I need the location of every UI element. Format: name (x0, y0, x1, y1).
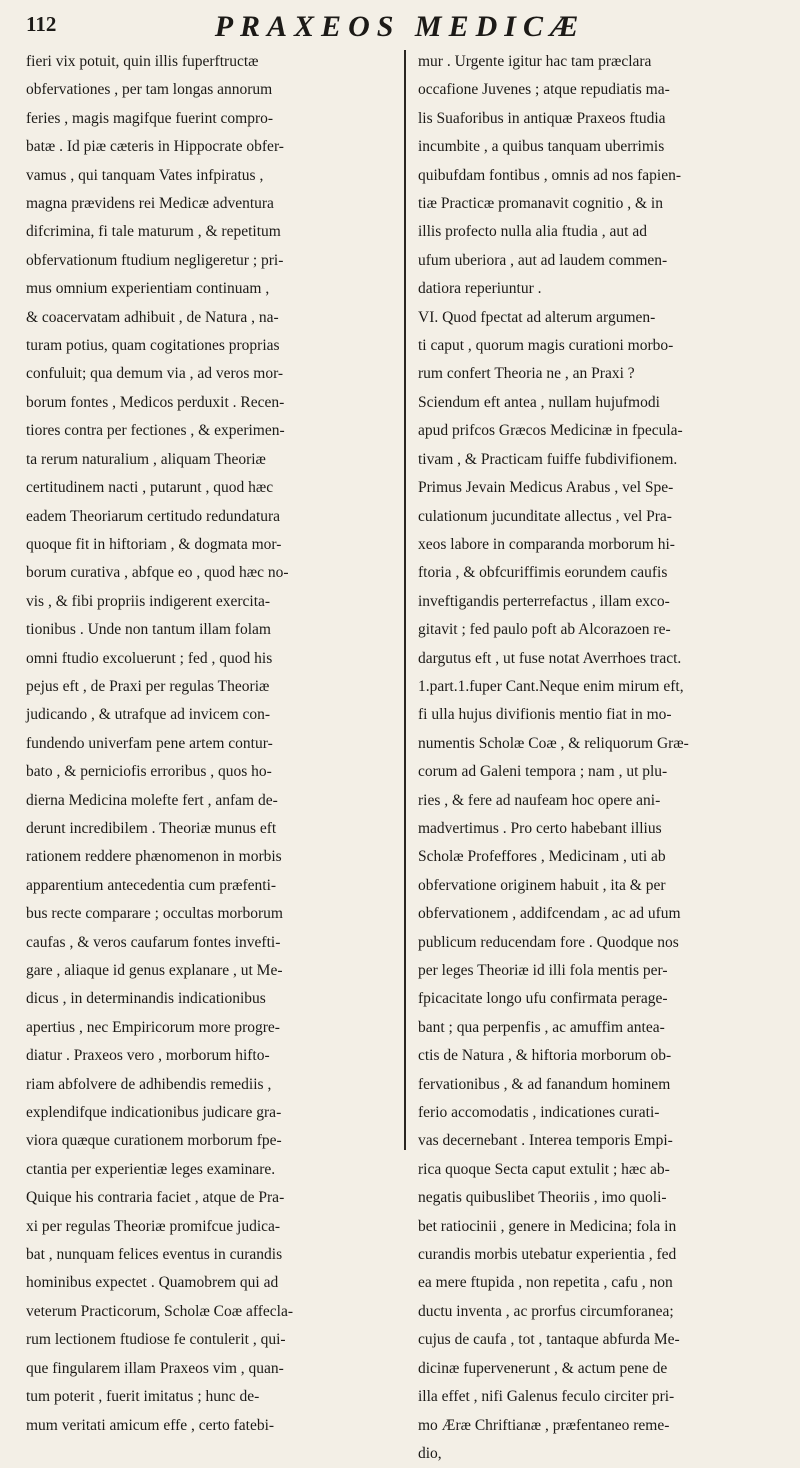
text-columns (26, 48, 778, 1462)
text-line: quibufdam fontibus , omnis ad nos fapien- (418, 166, 682, 184)
text-line: vis , & fibi propriis indigerent exercita- (26, 592, 271, 610)
text-line: ferio accomodatis , indicationes curati- (418, 1104, 660, 1122)
text-line: diatur . Praxeos vero , morborum hifto- (26, 1047, 270, 1065)
text-line: ti caput , quorum magis curationi morbo- (418, 337, 674, 355)
text-line: bus recte comparare ; occultas morborum (26, 905, 283, 923)
text-line: ftoria , & obfcuriffimis eorundem caufis (418, 564, 668, 582)
text-line: gare , aliaque id genus explanare , ut Me- (26, 962, 283, 979)
text-line: curandis morbis utebatur experientia , fed (418, 1246, 677, 1264)
text-line: vamus , qui tanquam Vates infpiratus , (26, 166, 264, 184)
text-line: feries , magis magifque fuerint compro- (26, 109, 274, 127)
text-line: ufum uberiora , aut ad laudem commen- (418, 251, 668, 269)
text-line: culationum jucunditate allectus , vel Pra- (418, 507, 672, 525)
text-line: fervationibus , & ad fanandum hominem (418, 1075, 671, 1093)
text-line: obfervationem , addifcendam , ac ad ufum (418, 905, 681, 923)
text-line: difcrimina, fi tale maturum , & repetitum (26, 223, 281, 241)
text-line: bant ; qua perpenfis , ac amuffim antea- (418, 1018, 665, 1036)
text-line: riam abfolvere de adhibendis remediis , (26, 1075, 272, 1093)
text-line: ductu inventa , ac prorfus circumforanea; (418, 1302, 674, 1320)
text-line: VI. Quod fpectat ad alterum argumen- (418, 308, 656, 326)
text-line: vas decernebant . Interea temporis Empi- (418, 1132, 673, 1150)
text-line: tiæ Practicæ promanavit cognitio , & in (418, 195, 663, 213)
text-line: pejus eft , de Praxi per regulas Theoriæ (26, 677, 270, 695)
text-line: borum curativa , abfque eo , quod hæc no- (26, 564, 289, 582)
text-line: mo Æræ Chriftianæ , præfentaneo reme- (418, 1416, 670, 1434)
text-line: & coacervatam adhibuit , de Natura , na- (26, 308, 279, 326)
text-line: fundendo univerfam pene artem contur- (26, 734, 273, 752)
text-line: mur . Urgente igitur hac tam præclara (418, 53, 652, 70)
text-line: datiora reperiuntur . (418, 280, 542, 298)
text-line: madvertimus . Pro certo habebant illius (418, 819, 662, 837)
text-line: obfervatione originem habuit , ita & per (418, 876, 666, 894)
text-line: derunt incredibilem . Theoriæ munus eft (26, 819, 277, 837)
text-line: cujus de caufa , tot , tantaque abfurda Me- (418, 1331, 680, 1349)
text-line: negatis quibuslibet Theoriis , imo quoli- (418, 1189, 667, 1207)
text-line: hominibus expectet . Quamobrem qui ad (26, 1274, 279, 1292)
text-line: magna prævidens rei Medicæ adventura (26, 195, 274, 213)
text-line: Primus Jevain Medicus Arabus , vel Spe- (418, 479, 674, 497)
text-line: fi ulla hujus divifionis mentio fiat in mo- (418, 706, 672, 724)
text-line: rationem reddere phænomenon in morbis (26, 848, 282, 866)
text-line: dargutus eft , ut fuse notat Averrhoes tract. (418, 649, 682, 667)
text-line: corum ad Galeni tempora ; nam , ut plu- (418, 763, 668, 781)
text-line: tionibus . Unde non tantum illam folam (26, 621, 271, 639)
page-number: 112 (26, 12, 57, 36)
page-header (26, 10, 774, 46)
text-line: fieri vix potuit, quin illis fuperftructæ (26, 53, 259, 70)
text-line: Quique his contraria faciet , atque de Pra- (26, 1189, 285, 1207)
text-line: dio, (418, 1444, 442, 1462)
text-line: fpicacitate longo ufu confirmata perage- (418, 990, 668, 1008)
text-line: dierna Medicina molefte fert , anfam de- (26, 791, 278, 809)
text-line: illis profecto nulla alia ftudia , aut ad (418, 223, 647, 241)
text-line: dicus , in determinandis indicationibus (26, 990, 266, 1008)
running-title: PRAXEOS MEDICÆ (214, 10, 586, 43)
text-line: quoque fit in hiftoriam , & dogmata mor- (26, 535, 282, 553)
text-line: eadem Theoriarum certitudo redundatura (26, 507, 281, 525)
text-line: ctis de Natura , & hiftoria morborum ob- (418, 1047, 672, 1065)
text-line: bato , & perniciofis erroribus , quos ho- (26, 763, 272, 781)
text-line: judicando , & utrafque ad invicem con- (26, 706, 271, 724)
text-line: mum veritati amicum effe , certo fatebi- (26, 1416, 275, 1434)
text-line: bat , nunquam felices eventus in curandis (26, 1246, 283, 1264)
text-line: ta rerum naturalium , aliquam Theoriæ (26, 450, 266, 468)
text-line: tiores contra per fectiones , & experimen- (26, 422, 285, 440)
text-line: dicinæ fupervenerunt , & actum pene de (418, 1359, 668, 1377)
text-line: tum poterit , fuerit imitatus ; hunc de- (26, 1388, 260, 1406)
right-column (418, 48, 782, 1462)
text-line: borum fontes , Medicos perduxit . Recen- (26, 393, 285, 411)
text-line: occafione Juvenes ; atque repudiatis ma- (418, 81, 670, 99)
text-line: ctantia per experientiæ leges examinare. (26, 1160, 276, 1178)
text-line: gitavit ; fed paulo poft ab Alcorazoen re- (418, 621, 671, 639)
text-line: inveftigandis perterrefactus , illam exco- (418, 592, 670, 610)
text-line: incumbite , a quibus tanquam uberrimis (418, 138, 665, 156)
text-line: bet ratiocinii , genere in Medicina; fola in (418, 1217, 677, 1235)
text-line: batæ . Id piæ cæteris in Hippocrate obfer- (26, 138, 284, 156)
text-line: veterum Practicorum, Scholæ Coæ affecla- (26, 1302, 294, 1320)
text-line: viora quæque curationem morborum fpe- (26, 1132, 282, 1150)
text-line: certitudinem nacti , putarunt , quod hæc (26, 479, 274, 497)
text-line: rum lectionem ftudiose fe contulerit , qui- (26, 1331, 286, 1349)
text-line: 1.part.1.fuper Cant.Neque enim mirum eft, (418, 677, 684, 695)
text-line: confuluit; qua demum via , ad veros mor- (26, 365, 284, 383)
text-line: caufas , & veros caufarum fontes invefti- (26, 933, 281, 951)
text-line: Sciendum eft antea , nullam hujufmodi (418, 393, 660, 411)
text-line: obfervationes , per tam longas annorum (26, 81, 273, 99)
text-line: Scholæ Profeffores , Medicinam , uti ab (418, 848, 666, 866)
text-line: explendifque indicationibus judicare gra- (26, 1104, 282, 1122)
text-line: omni ftudio excoluerunt ; fed , quod his (26, 649, 273, 667)
text-line: rica quoque Secta caput extulit ; hæc ab- (418, 1160, 670, 1178)
text-line: numentis Scholæ Coæ , & reliquorum Græ- (418, 734, 689, 752)
left-column (26, 48, 390, 1434)
text-line: obfervationum ftudium negligeretur ; pri- (26, 251, 284, 269)
text-line: tivam , & Practicam fuiffe fubdivifionem. (418, 450, 678, 468)
text-line: illa effet , nifi Galenus feculo circiter pri- (418, 1388, 675, 1406)
text-line: apparentium antecedentia cum præfenti- (26, 876, 277, 894)
text-line: per leges Theoriæ id illi fola mentis per- (418, 962, 668, 979)
text-line: xi per regulas Theoriæ promifcue judica- (26, 1217, 281, 1235)
text-line: apud prifcos Græcos Medicinæ in fpecula- (418, 422, 683, 440)
text-line: que fingularem illam Praxeos vim , quan- (26, 1359, 284, 1377)
text-line: ea mere ftupida , non repetita , cafu , non (418, 1274, 673, 1292)
text-line: apertius , nec Empiricorum more progre- (26, 1018, 280, 1036)
text-line: publicum reducendam fore . Quodque nos (418, 933, 679, 951)
text-line: mus omnium experientiam continuam , (26, 280, 270, 298)
text-line: xeos labore in comparanda morborum hi- (418, 535, 675, 553)
text-line: lis Suaforibus in antiquæ Praxeos ftudia (418, 109, 666, 127)
text-line: turam potius, quam cogitationes proprias (26, 337, 280, 355)
text-line: ries , & fere ad naufeam hoc opere ani- (418, 791, 661, 809)
text-line: rum confert Theoria ne , an Praxi ? (418, 365, 635, 383)
